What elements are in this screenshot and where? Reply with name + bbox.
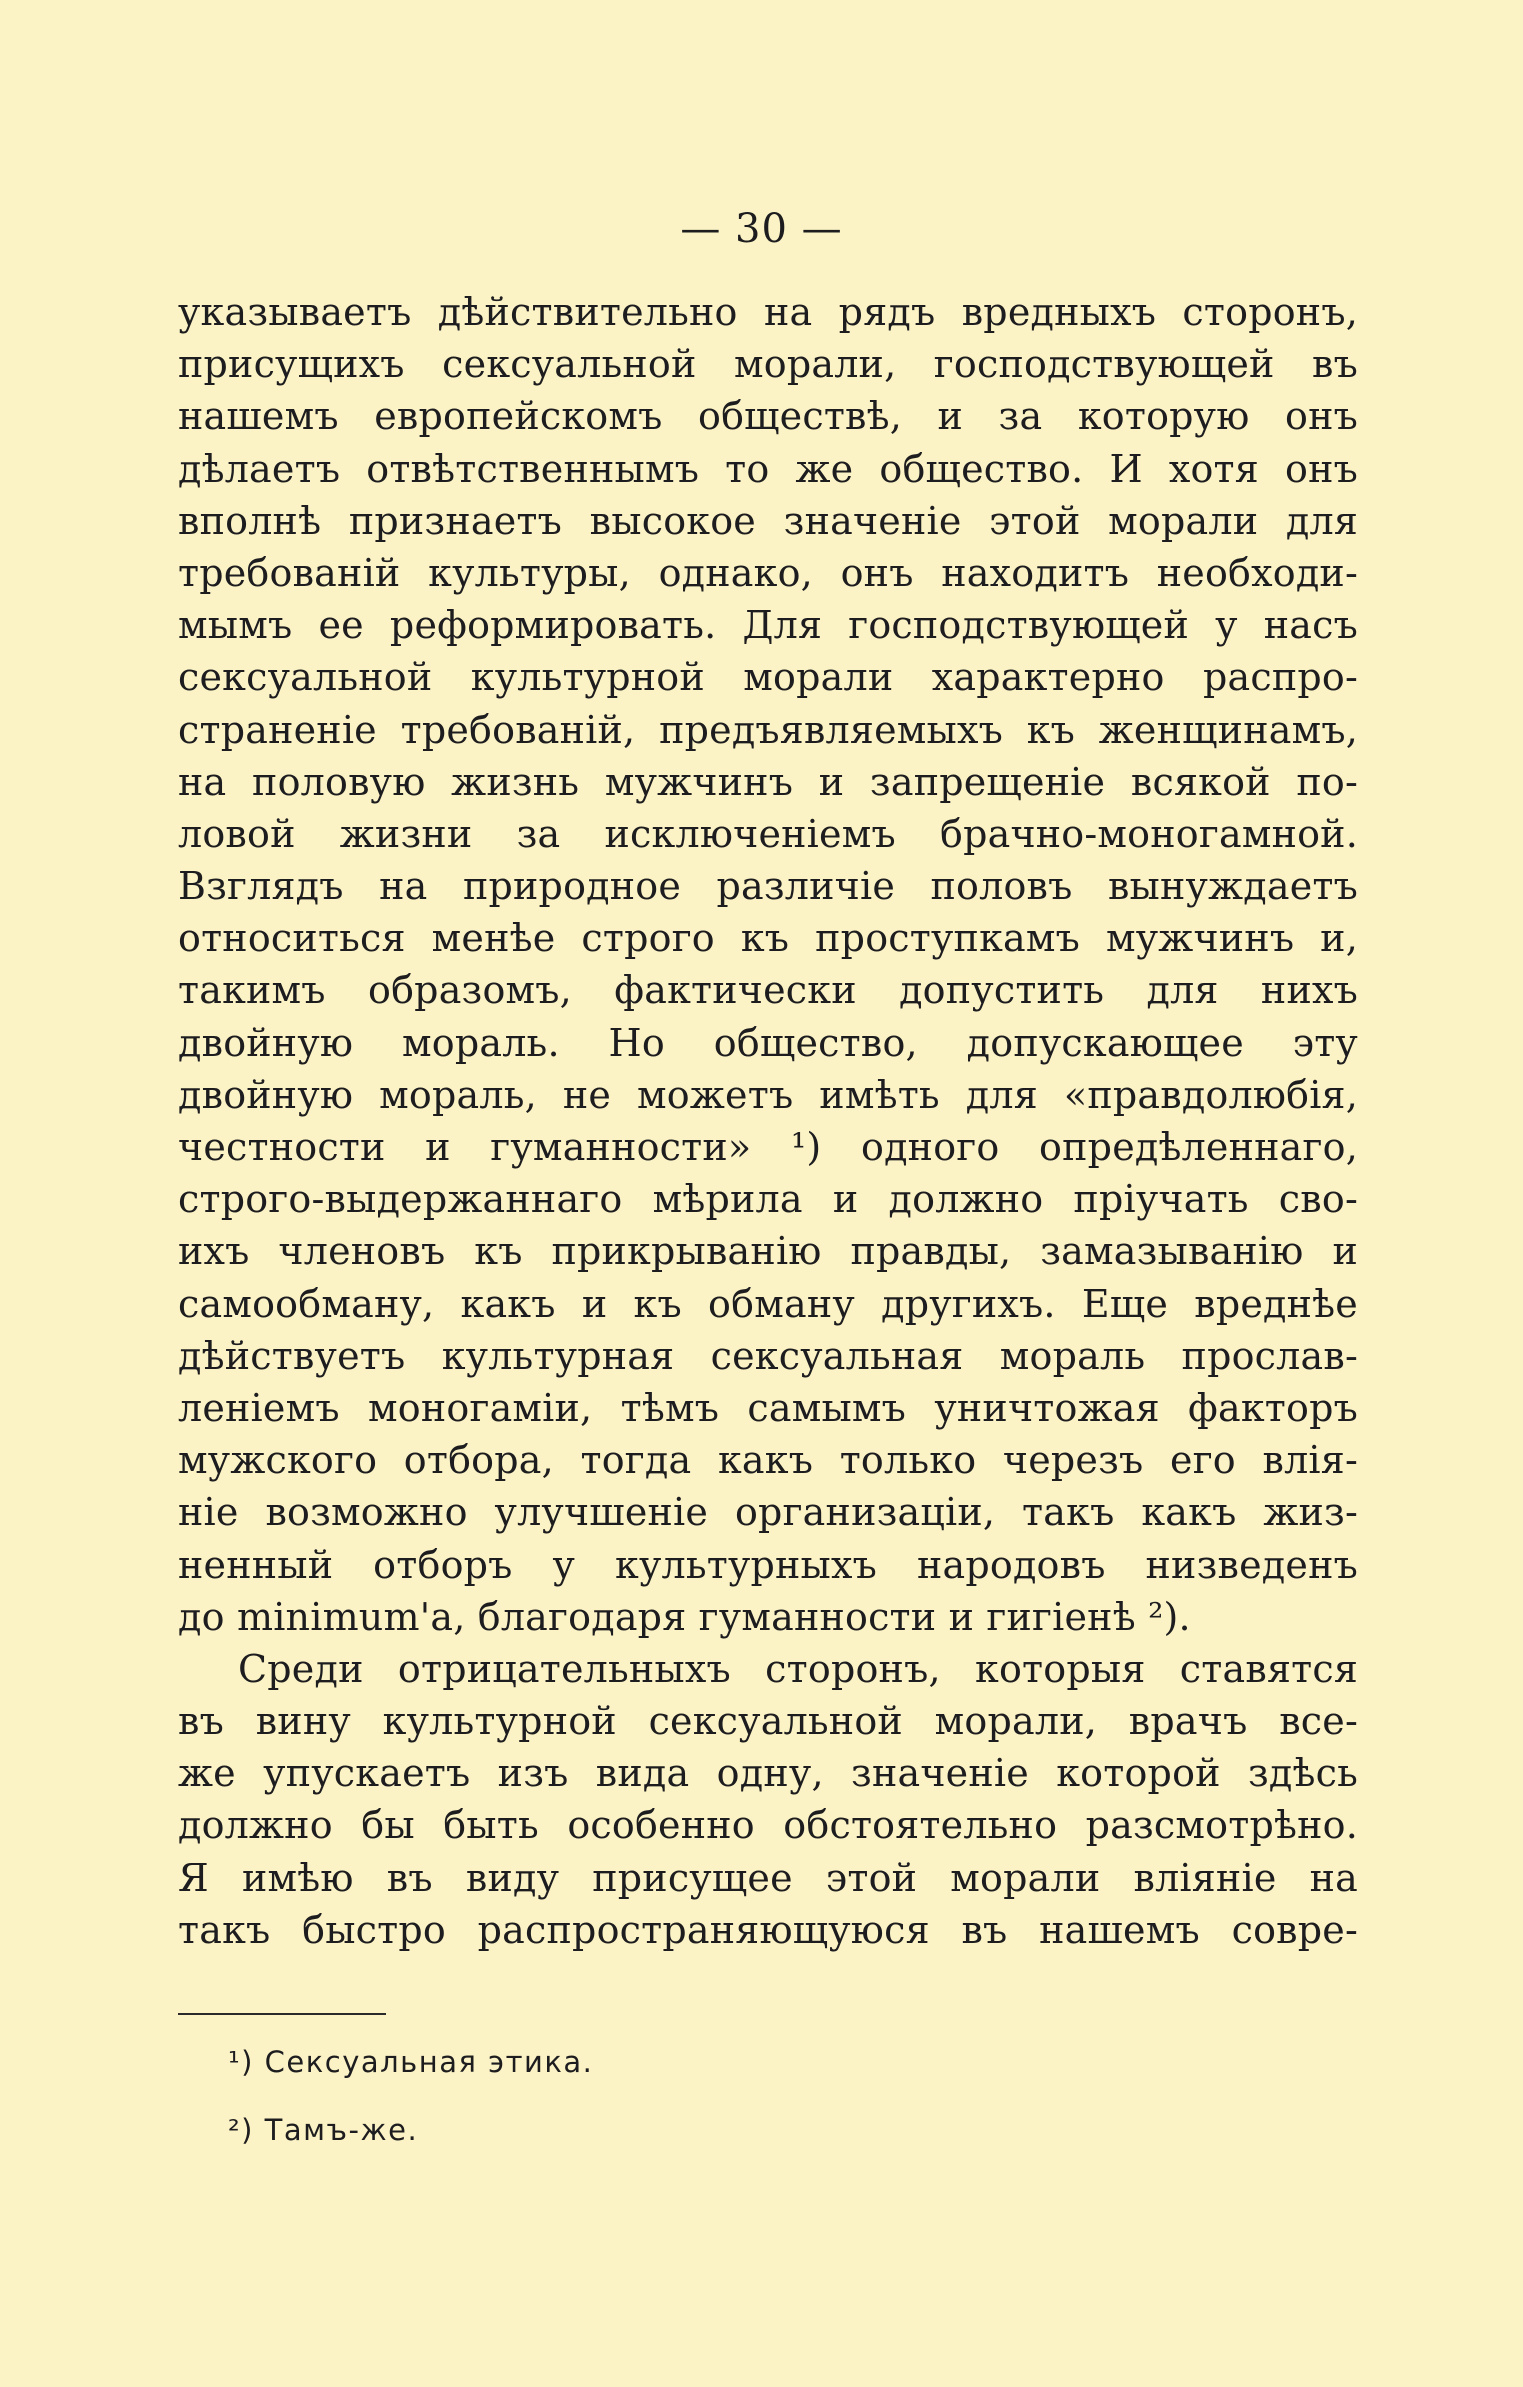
- text-line: ихъ членовъ къ прикрыванію правды, замазыванію и: [178, 1229, 1358, 1274]
- text-line: дѣлаетъ отвѣтственнымъ то же общество. И хотя онъ: [178, 446, 1358, 491]
- text-line: требованій культуры, однако, онъ находитъ необходи-: [178, 550, 1358, 595]
- page-number: — 30 —: [680, 206, 843, 252]
- text-line: ніе возможно улучшеніе организаціи, такъ какъ жиз-: [178, 1490, 1358, 1535]
- text-line: дѣйствуетъ культурная сексуальная мораль прослав-: [178, 1333, 1358, 1378]
- text-line: на половую жизнь мужчинъ и запрещеніе всякой по-: [178, 759, 1358, 804]
- text-line: страненіе требованій, предъявляемыхъ къ женщинамъ,: [178, 707, 1358, 752]
- text-line: Среди отрицательныхъ сторонъ, которыя ставятся: [238, 1646, 1358, 1691]
- text-line: леніемъ моногаміи, тѣмъ самымъ уничтожая факторъ: [178, 1385, 1358, 1430]
- text-line: ловой жизни за исключеніемъ брачно-моногамной.: [178, 811, 1358, 856]
- text-line: такъ быстро распространяющуюся въ нашемъ совре-: [178, 1907, 1358, 1952]
- text-line: до minimum'a, благодаря гуманности и гигіенѣ ²).: [178, 1594, 1191, 1639]
- text-line: мужского отбора, тогда какъ только черезъ его влія-: [178, 1438, 1358, 1483]
- text-line: должно бы быть особенно обстоятельно разсмотрѣно.: [178, 1803, 1358, 1848]
- footnotes: [228, 2028, 1128, 2164]
- text-line: же упускаетъ изъ вида одну, значеніе которой здѣсь: [178, 1751, 1358, 1796]
- footnote-divider: [178, 2013, 386, 2015]
- text-line: въ вину культурной сексуальной морали, врачъ все-: [178, 1699, 1358, 1744]
- text-line: двойную мораль. Но общество, допускающее эту: [178, 1020, 1358, 1065]
- text-line: ненный отборъ у культурныхъ народовъ низведенъ: [178, 1542, 1358, 1587]
- text-line: честности и гуманности» ¹) одного опредѣленнаго,: [178, 1125, 1358, 1169]
- footnote-2: ²) Тамъ-же.: [228, 2113, 419, 2147]
- text-line: вполнѣ признаетъ высокое значеніе этой морали для: [178, 498, 1358, 543]
- text-line: самообману, какъ и къ обману другихъ. Еще вреднѣе: [178, 1281, 1358, 1326]
- text-line: Я имѣю въ виду присущее этой морали вліяніе на: [178, 1855, 1358, 1900]
- text-line: указываетъ дѣйствительно на рядъ вредныхъ сторонъ,: [178, 290, 1358, 334]
- text-line: такимъ образомъ, фактически допустить для нихъ: [178, 968, 1358, 1013]
- footnote-1: ¹) Сексуальная этика.: [228, 2045, 594, 2079]
- body-text: [178, 286, 1358, 1956]
- text-line: присущихъ сексуальной морали, господствующей въ: [178, 342, 1358, 387]
- text-line: нашемъ европейскомъ обществѣ, и за которую онъ: [178, 394, 1358, 439]
- text-line: Взглядъ на природное различіе половъ вынуждаетъ: [178, 864, 1358, 909]
- text-line: двойную мораль, не можетъ имѣть для «правдолюбія,: [178, 1072, 1358, 1117]
- text-line: сексуальной культурной морали характерно распро-: [178, 655, 1358, 700]
- text-line: мымъ ее реформировать. Для господствующей у насъ: [178, 603, 1358, 648]
- text-line: строго-выдержаннаго мѣрила и должно пріучать сво-: [178, 1177, 1358, 1222]
- text-line: относиться менѣе строго къ проступкамъ мужчинъ и,: [178, 916, 1358, 961]
